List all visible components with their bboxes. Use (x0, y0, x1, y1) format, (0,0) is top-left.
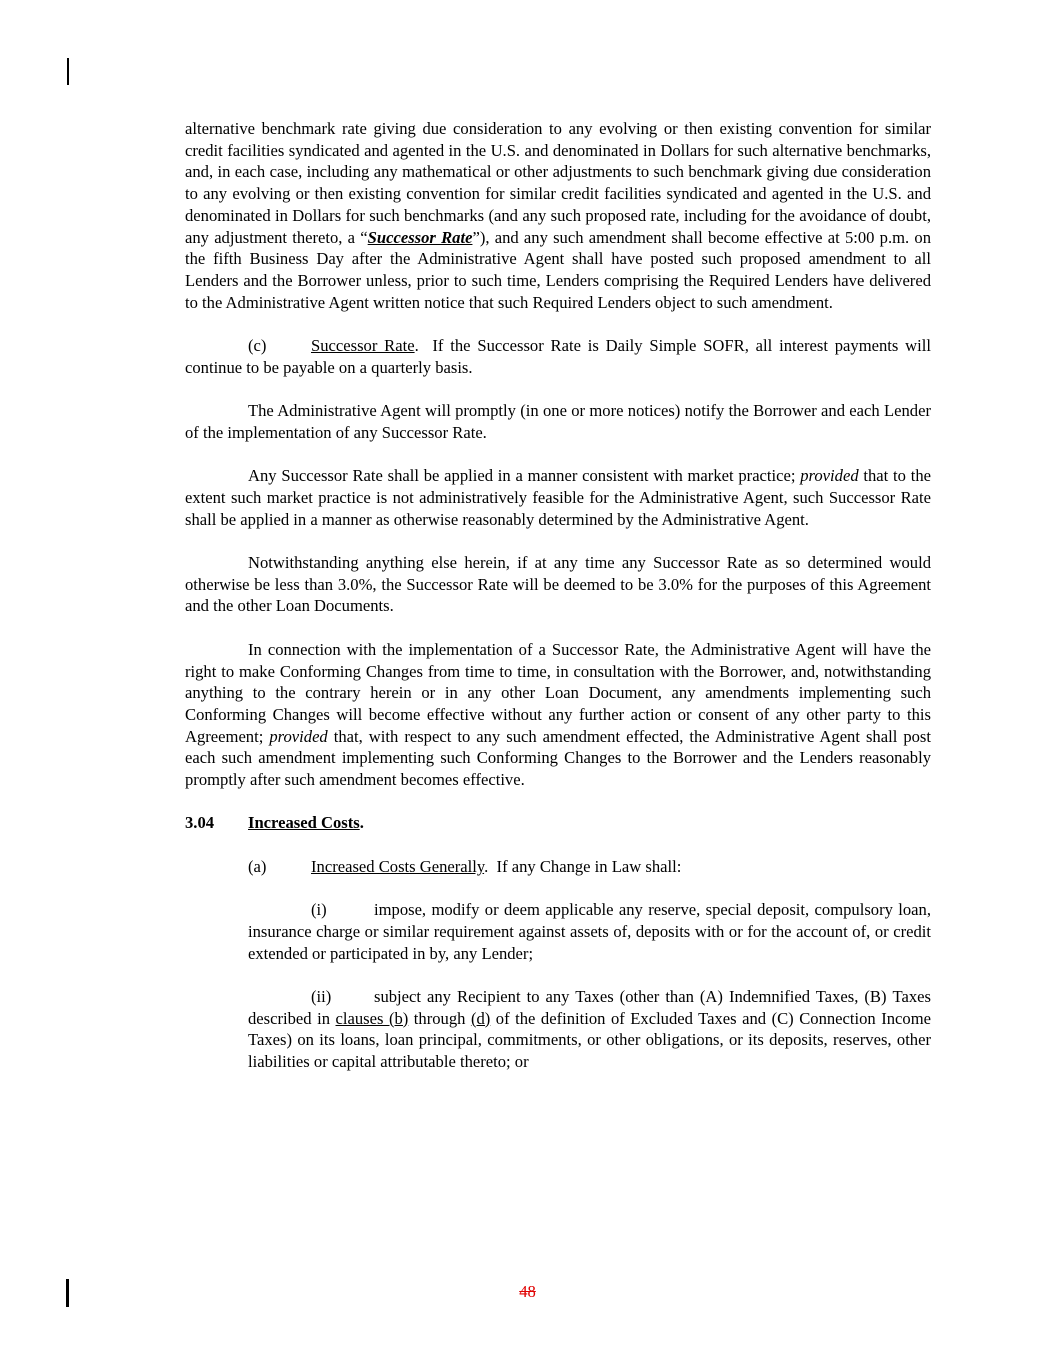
text-run: In connection with the implementation of a Successor Rate, the Administrative Agent will have the right to make Conforming Changes from time to time, in consultation with the Borrower, and, notwithstanding anything to the contrary herein or in any other Loan Document, any amendments implementing such Conforming Changes will become effective without any further action or consent of any other party to this Agreement; (185, 639, 931, 746)
paragraph (248, 899, 931, 964)
paragraph (185, 118, 931, 313)
text-run: . If any Change in Law shall: (484, 856, 682, 876)
change-bar-top (67, 58, 69, 85)
text-run: Increased Costs Generally (311, 856, 485, 876)
text-run: impose, modify or deem applicable any reserve, special deposit, compulsory loan, insurance charge or similar requirement against assets of, deposits with or for the account of, or credit extended or participated in by, any Lender; (248, 900, 931, 963)
text-run: clauses (b) (335, 1008, 409, 1028)
text-run: provided (269, 726, 328, 746)
text-run: . (359, 813, 364, 833)
document-body (185, 118, 931, 1094)
paragraph (185, 812, 931, 834)
text-run: The Administrative Agent will promptly (in one or more notices) notify the Borrower and each Lender of the implementation of any Successor Rate. (185, 401, 931, 442)
paragraph (185, 639, 931, 791)
text-run: Notwithstanding anything else herein, if at any time any Successor Rate as so determined would otherwise be less than 3.0%, the Successor Rate will be deemed to be 3.0% for the purposes of this Agreement and the other Loan Documents. (185, 553, 931, 616)
text-run: of the definition of Excluded Taxes and (C) Connection Income Taxes) on its loans, loan principal, commitments, or other obligations, or its deposits, reserves, other liabilities or capital attributable thereto; or (248, 1008, 931, 1072)
text-run: (d) (470, 1008, 491, 1028)
paragraph (248, 986, 931, 1073)
text-run: Increased Costs (248, 813, 360, 833)
change-bar-bottom (66, 1279, 69, 1307)
paragraph (185, 465, 931, 530)
text-run: Successor Rate (311, 336, 415, 356)
text-run: that to the extent such market practice is not administratively feasible for the Administrative Agent, such Successor Rate shall be applied in a manner as otherwise reasonably determined by the Administrative Agent. (185, 466, 931, 529)
text-run: ”), and any such amendment shall become effective at 5:00 p.m. on the fifth Business Day after the Administrative Agent shall have posted such proposed amendment to all Lenders and the Borrower unless, prior to such time, Lenders comprising the Required Lenders have delivered to the Administrative Agent written notice that such Required Lenders object to such amendment. (185, 227, 931, 312)
paragraph-label: (i) (311, 900, 327, 920)
text-run: subject any Recipient to any Taxes (other than (A) Indemnified Taxes, (B) Taxes described in (248, 986, 931, 1028)
text-run: that, with respect to any such amendment effected, the Administrative Agent shall post each such amendment implementing such Conforming Changes to the Borrower and the Lenders reasonably promptly after such amendment becomes effective. (185, 726, 932, 790)
paragraph-label: 3.04 (185, 813, 215, 833)
text-run: provided (800, 466, 859, 486)
text-run: . If the Successor Rate is Daily Simple SOFR, all interest payments will continue to be payable on a quarterly basis. (185, 336, 931, 377)
paragraph (185, 552, 931, 617)
paragraph-label: (ii) (311, 986, 332, 1006)
text-run: alternative benchmark rate giving due consideration to any evolving or then existing convention for similar credit facilities syndicated and agented in the U.S. and denominated in Dollars for such alternative benchmarks, and, in each case, including any mathematical or other adjustments to such benchmark giving due consideration to any evolving or then existing convention for similar credit facilities syndicated and agented in the U.S. and denominated in Dollars for such benchmarks (and any such proposed rate, including for the avoidance of doubt, any adjustment thereto, a “ (185, 119, 931, 247)
paragraph-label: (a) (248, 856, 267, 876)
paragraph (185, 400, 931, 443)
text-run: through (408, 1008, 471, 1028)
paragraph-label: (c) (248, 336, 267, 356)
paragraph (185, 335, 931, 378)
text-run: Any Successor Rate shall be applied in a manner consistent with market practice; (248, 466, 801, 486)
paragraph (185, 856, 931, 878)
page-footer (0, 1281, 1055, 1303)
text-run: Successor Rate (367, 227, 473, 247)
page-number: 48 (519, 1282, 536, 1301)
